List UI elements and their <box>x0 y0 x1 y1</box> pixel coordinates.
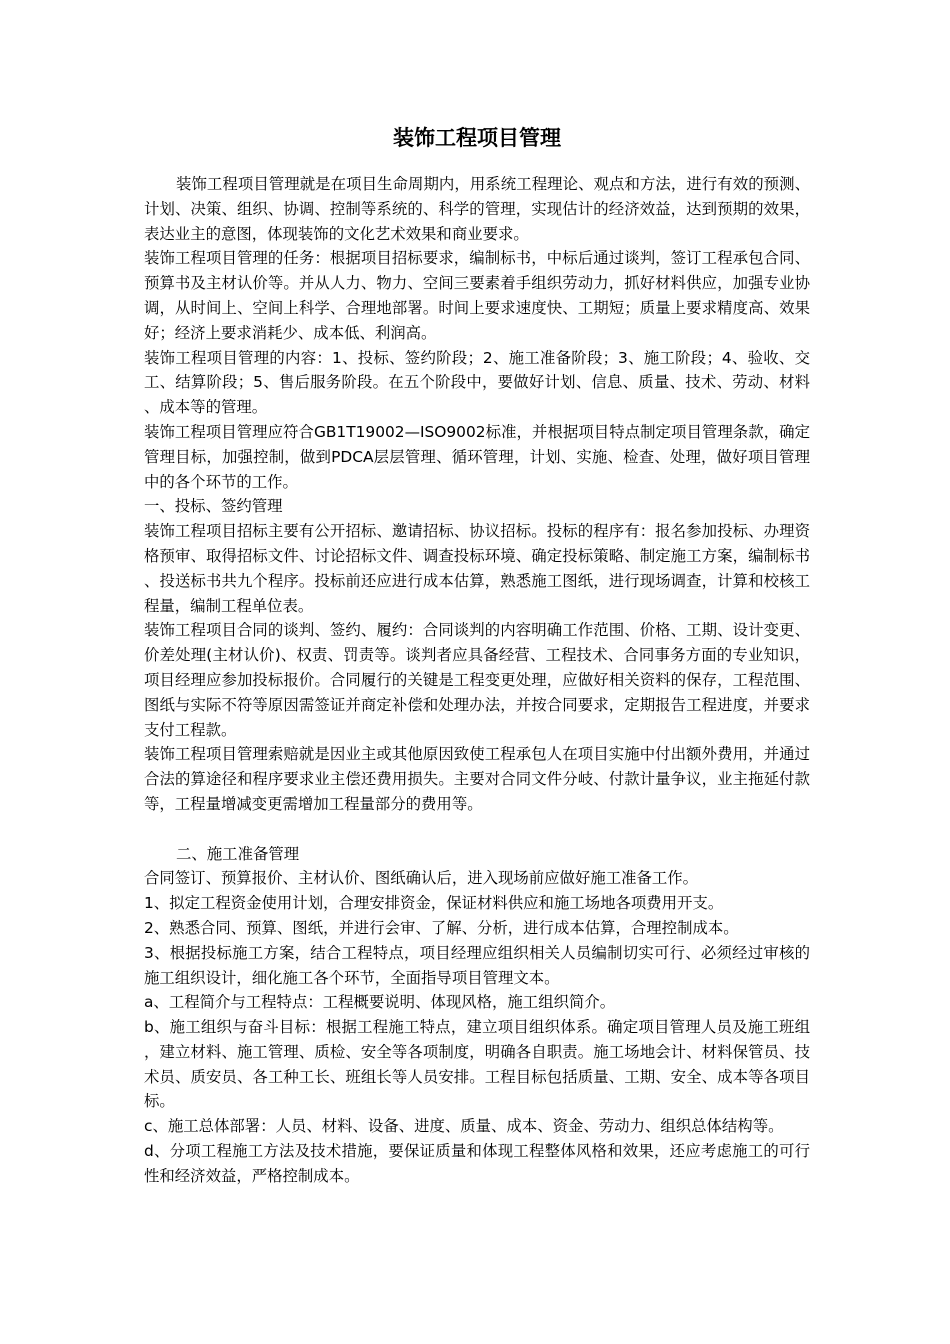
blank-line <box>144 817 810 842</box>
document-body <box>144 172 810 1189</box>
list-item-3: 3、根据投标施工方案，结合工程特点，项目经理应组织相关人员编制切实可行、必须经过审核的施工组织设计，细化施工各个环节，全面指导项目管理文本。 <box>144 943 810 987</box>
paragraph-standard: 装饰工程项目管理应符合GB1T19002—ISO9002标准，并根据项目特点制定项目管理条款，确定管理目标，加强控制，做到PDCA层层管理、循环管理，计划、实施、检查、处理，做好项目管理中的各个环节的工作。 <box>144 422 810 491</box>
list-item-2: 2、熟悉合同、预算、图纸，并进行会审、了解、分析，进行成本估算，合理控制成本。 <box>144 918 739 937</box>
section-heading-bidding: 一、投标、签约管理 <box>144 497 283 516</box>
section-heading-preparation: 二、施工准备管理 <box>176 844 300 863</box>
paragraph-intro: 装饰工程项目管理就是在项目生命周期内，用系统工程理论、观点和方法，进行有效的预测、计划、决策、组织、协调、控制等系统的、科学的管理，实现估计的经济效益，达到预期的效果，表达业主的意图，体现装饰的文化艺术效果和商业要求。 <box>144 175 810 243</box>
paragraph-contract: 装饰工程项目合同的谈判、签约、履约：合同谈判的内容明确工作范围、价格、工期、设计变更、价差处理(主材认价)、权责、罚责等。谈判者应具备经营、工程技术、合同事务方面的专业知识，项目经理应参加投标报价。合同履行的关键是工程变更处理，应做好相关资料的保存，工程范围、图纸与实际不符等原因需签证并商定补偿和处理办法，并按合同要求，定期报告工程进度，并要求支付工程款。 <box>144 621 810 739</box>
paragraph-claims: 装饰工程项目管理索赔就是因业主或其他原因致使工程承包人在项目实施中付出额外费用，并通过合法的算途径和程序要求业主偿还费用损失。主要对合同文件分岐、付款计量争议，业主拖延付款等，工程量增减变更需增加工程量部分的费用等。 <box>144 745 810 813</box>
list-item-a: a、工程简介与工程特点：工程概要说明、体现风格，施工组织简介。 <box>144 993 616 1012</box>
list-item-c: c、施工总体部署：人员、材料、设备、进度、质量、成本、资金、劳动力、组织总体结构等。 <box>144 1117 784 1136</box>
list-item-d: d、分项工程施工方法及技术措施，要保证质量和体现工程整体风格和效果，还应考虑施工的可行性和经济效益，严格控制成本。 <box>144 1142 810 1185</box>
document-title: 装饰工程项目管理 <box>393 126 561 150</box>
paragraph-contents: 装饰工程项目管理的内容：1、投标、签约阶段；2、施工准备阶段；3、施工阶段；4、验收、交工、结算阶段；5、售后服务阶段。在五个阶段中，要做好计划、信息、质量、技术、劳动、材料、成本等的管理。 <box>144 348 810 417</box>
paragraph-tasks: 装饰工程项目管理的任务：根据项目招标要求，编制标书，中标后通过谈判，签订工程承包合同、预算书及主材认价等。并从人力、物力、空间三要素着手组织劳动力，抓好材料供应，加强专业协调，从时间上、空间上科学、合理地部署。时间上要求速度快、工期短；质量上要求精度高、效果好；经济上要求消耗少、成本低、利润高。 <box>144 249 810 342</box>
paragraph-bidding: 装饰工程项目招标主要有公开招标、邀请招标、协议招标。投标的程序有：报名参加投标、办理资格预审、取得招标文件、讨论招标文件、调查投标环境、确定投标策略、制定施工方案，编制标书、投送标书共九个程序。投标前还应进行成本估算，熟悉施工图纸，进行现场调查，计算和校核工程量，编制工程单位表。 <box>144 522 810 615</box>
paragraph-preparation: 合同签订、预算报价、主材认价、图纸确认后，进入现场前应做好施工准备工作。 <box>144 869 699 888</box>
list-item-1: 1、拟定工程资金使用计划，合理安排资金，保证材料供应和施工场地各项费用开支。 <box>144 894 724 913</box>
list-item-b: b、施工组织与奋斗目标：根据工程施工特点，建立项目组织体系。确定项目管理人员及施工班组，建立材料、施工管理、质检、安全等各项制度，明确各自职责。施工场地会计、材料保管员、技术员、质安员、各工种工长、班组长等人员安排。工程目标包括质量、工期、安全、成本等各项目标。 <box>144 1018 810 1111</box>
